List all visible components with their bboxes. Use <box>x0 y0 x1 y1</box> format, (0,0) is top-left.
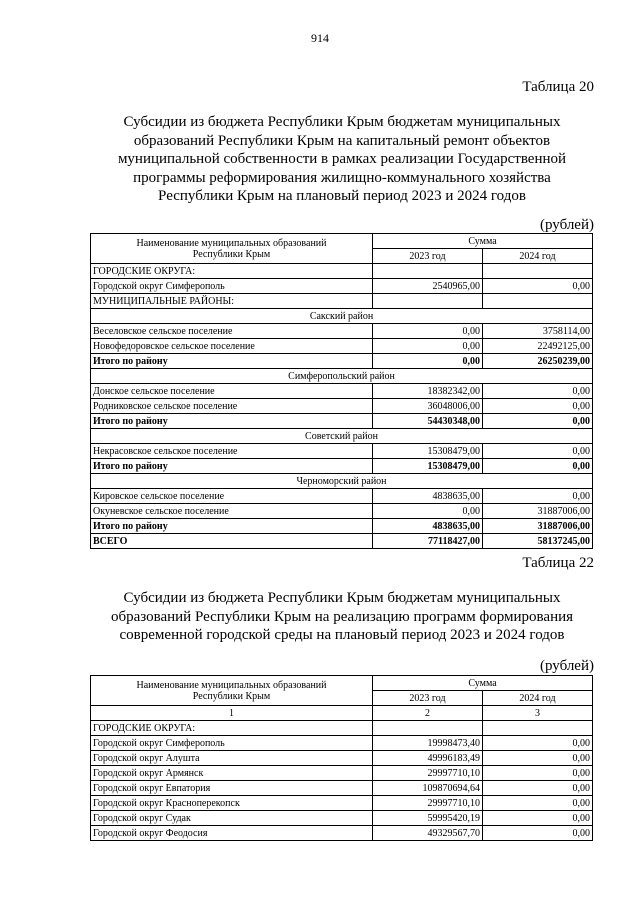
total-row <box>91 459 593 474</box>
value-2024: 0,00 <box>483 811 593 826</box>
value-2024: 0,00 <box>483 781 593 796</box>
value-2024: 58137245,00 <box>483 534 593 549</box>
district-row <box>91 474 593 489</box>
row-name: Городской округ Симферополь <box>91 279 373 294</box>
table-22-body <box>91 721 593 841</box>
value-2024: 0,00 <box>483 399 593 414</box>
value-2024 <box>483 721 593 736</box>
value-2024: 0,00 <box>483 766 593 781</box>
total-row <box>91 519 593 534</box>
row-name: Новофедоровское сельское поселение <box>91 339 373 354</box>
value-2023 <box>373 721 483 736</box>
col-header-2024: 2024 год <box>483 691 593 706</box>
table-20-body <box>91 264 593 549</box>
value-2024: 0,00 <box>483 444 593 459</box>
col-header-2023: 2023 год <box>373 249 483 264</box>
col-number-1: 1 <box>91 706 373 721</box>
table-row <box>91 399 593 414</box>
district-name: Черноморский район <box>91 474 593 489</box>
value-2024: 0,00 <box>483 414 593 429</box>
row-name: Городской округ Симферополь <box>91 736 373 751</box>
table-row <box>91 384 593 399</box>
value-2023: 2540965,00 <box>373 279 483 294</box>
value-2024 <box>483 294 593 309</box>
value-2023: 29997710,10 <box>373 796 483 811</box>
district-row <box>91 309 593 324</box>
district-name: Сакский район <box>91 309 593 324</box>
value-2023: 19998473,40 <box>373 736 483 751</box>
district-row <box>91 369 593 384</box>
row-name: ВСЕГО <box>91 534 373 549</box>
value-2024: 0,00 <box>483 459 593 474</box>
col-header-2024: 2024 год <box>483 249 593 264</box>
table-20 <box>90 233 593 549</box>
table-row <box>91 279 593 294</box>
title-line: Субсидии из бюджета Республики Крым бюджетам муниципальных <box>123 114 561 130</box>
table-20-unit: (рублей) <box>539 217 594 233</box>
value-2024 <box>483 264 593 279</box>
row-name: Городской округ Алушта <box>91 751 373 766</box>
district-name: Советский район <box>91 429 593 444</box>
value-2024: 0,00 <box>483 279 593 294</box>
value-2023: 4838635,00 <box>373 489 483 504</box>
table-row <box>91 489 593 504</box>
value-2023: 0,00 <box>373 324 483 339</box>
col-header-sum: Сумма <box>373 234 593 249</box>
value-2024: 0,00 <box>483 796 593 811</box>
col-number-2: 2 <box>373 706 483 721</box>
table-row <box>91 826 593 841</box>
page-number: 914 <box>311 31 329 45</box>
row-name: Городской округ Армянск <box>91 766 373 781</box>
table-row <box>91 339 593 354</box>
table-row <box>91 781 593 796</box>
section-row <box>91 721 593 736</box>
row-name: Итого по району <box>91 459 373 474</box>
row-name: Итого по району <box>91 414 373 429</box>
table-row <box>91 324 593 339</box>
value-2024: 26250239,00 <box>483 354 593 369</box>
value-2023: 0,00 <box>373 339 483 354</box>
value-2024: 31887006,00 <box>483 519 593 534</box>
value-2023: 29997710,10 <box>373 766 483 781</box>
title-line: Субсидии из бюджета Республики Крым бюджетам муниципальных <box>123 590 561 606</box>
value-2023: 0,00 <box>373 504 483 519</box>
value-2023 <box>373 264 483 279</box>
value-2023: 59995420,19 <box>373 811 483 826</box>
row-name: Веселовское сельское поселение <box>91 324 373 339</box>
total-row <box>91 414 593 429</box>
row-name: Кировское сельское поселение <box>91 489 373 504</box>
value-2024: 0,00 <box>483 736 593 751</box>
row-name: Городской округ Феодосия <box>91 826 373 841</box>
row-name: Донское сельское поселение <box>91 384 373 399</box>
table-22-unit: (рублей) <box>539 658 594 674</box>
title-line: муниципальной собственности в рамках реализации Государственной <box>117 151 567 167</box>
title-line: Республики Крым на плановый период 2023 и 2024 годов <box>158 188 526 204</box>
row-name: Городской округ Судак <box>91 811 373 826</box>
value-2024: 3758114,00 <box>483 324 593 339</box>
section-row <box>91 294 593 309</box>
value-2023: 49329567,70 <box>373 826 483 841</box>
value-2024: 0,00 <box>483 384 593 399</box>
value-2023: 4838635,00 <box>373 519 483 534</box>
row-name: Городской округ Евпатория <box>91 781 373 796</box>
total-row <box>91 354 593 369</box>
table-22-title <box>92 589 592 645</box>
row-name: Итого по району <box>91 519 373 534</box>
table-row <box>91 811 593 826</box>
table-row <box>91 444 593 459</box>
table-row <box>91 736 593 751</box>
table-20-label: Таблица 20 <box>522 79 594 95</box>
col-header-name: Наименование муниципальных образований Республики Крым <box>91 676 373 706</box>
row-name: ГОРОДСКИЕ ОКРУГА: <box>91 721 373 736</box>
value-2023: 15308479,00 <box>373 459 483 474</box>
value-2024: 0,00 <box>483 489 593 504</box>
row-name: ГОРОДСКИЕ ОКРУГА: <box>91 264 373 279</box>
row-name: Некрасовское сельское поселение <box>91 444 373 459</box>
title-line: современной городской среды на плановый период 2023 и 2024 годов <box>119 627 565 643</box>
row-name: Родниковское сельское поселение <box>91 399 373 414</box>
title-line: программы реформирования жилищно-коммунального хозяйства <box>133 169 551 186</box>
col-header-name: Наименование муниципальных образований Республики Крым <box>91 234 373 264</box>
value-2023: 0,00 <box>373 354 483 369</box>
row-name: МУНИЦИПАЛЬНЫЕ РАЙОНЫ: <box>91 294 373 309</box>
col-header-sum: Сумма <box>373 676 593 691</box>
value-2023: 77118427,00 <box>373 534 483 549</box>
value-2024: 0,00 <box>483 826 593 841</box>
total-row <box>91 534 593 549</box>
table-22-label: Таблица 22 <box>522 555 594 571</box>
table-row <box>91 504 593 519</box>
value-2023: 36048006,00 <box>373 399 483 414</box>
value-2023: 15308479,00 <box>373 444 483 459</box>
row-name: Окуневское сельское поселение <box>91 504 373 519</box>
row-name: Городской округ Красноперекопск <box>91 796 373 811</box>
value-2024: 0,00 <box>483 751 593 766</box>
section-row <box>91 264 593 279</box>
table-row <box>91 796 593 811</box>
table-row <box>91 751 593 766</box>
value-2023: 49996183,49 <box>373 751 483 766</box>
title-line: образований Республики Крым на капитальный ремонт объектов <box>133 132 551 149</box>
district-row <box>91 429 593 444</box>
value-2023: 109870694,64 <box>373 781 483 796</box>
value-2023: 54430348,00 <box>373 414 483 429</box>
value-2023: 18382342,00 <box>373 384 483 399</box>
table-20-title <box>92 113 592 206</box>
title-line: образований Республики Крым на реализацию программ формирования <box>110 608 574 625</box>
value-2024: 31887006,00 <box>483 504 593 519</box>
row-name: Итого по району <box>91 354 373 369</box>
district-name: Симферопольский район <box>91 369 593 384</box>
value-2024: 22492125,00 <box>483 339 593 354</box>
col-number-3: 3 <box>483 706 593 721</box>
value-2023 <box>373 294 483 309</box>
col-header-2023: 2023 год <box>373 691 483 706</box>
table-22 <box>90 675 593 841</box>
table-row <box>91 766 593 781</box>
